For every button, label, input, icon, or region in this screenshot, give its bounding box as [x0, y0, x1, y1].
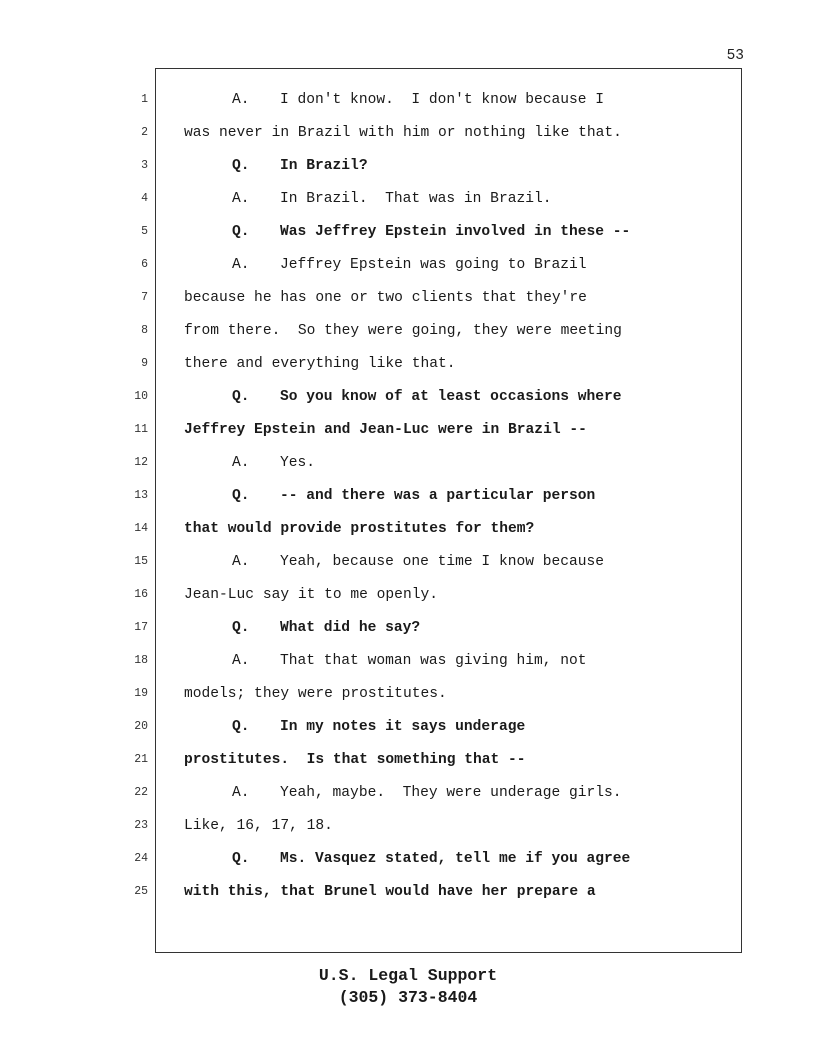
- transcript-line: [184, 618, 420, 638]
- transcript-line: [184, 387, 622, 407]
- transcript-line: [184, 90, 604, 110]
- transcript-line: [184, 882, 596, 902]
- line-number: 10: [134, 390, 148, 403]
- line-text: Was Jeffrey Epstein involved in these --: [280, 224, 631, 240]
- line-text: I don't know. I don't know because I: [280, 92, 605, 108]
- transcript-line: [184, 123, 622, 143]
- line-number: 24: [134, 852, 148, 865]
- transcript-line: [184, 189, 552, 209]
- speaker-label: Q.: [232, 620, 250, 636]
- transcript-line: [184, 849, 630, 869]
- line-text: So you know of at least occasions where: [280, 389, 622, 405]
- speaker-label: A.: [232, 785, 250, 801]
- line-text: What did he say?: [280, 620, 421, 636]
- line-text: In Brazil. That was in Brazil.: [280, 191, 552, 207]
- line-number: 2: [141, 126, 148, 139]
- line-text: with this, that Brunel would have her prepare a: [184, 884, 596, 900]
- line-text: prostitutes. Is that something that --: [184, 752, 526, 768]
- speaker-label: Q.: [232, 488, 250, 504]
- transcript-line: [184, 717, 525, 737]
- line-number: 12: [134, 456, 148, 469]
- line-number: 19: [134, 687, 148, 700]
- transcript-line: [184, 816, 333, 836]
- line-number: 1: [141, 93, 148, 106]
- line-number: 20: [134, 720, 148, 733]
- line-number: 21: [134, 753, 148, 766]
- line-text: That that woman was giving him, not: [280, 653, 587, 669]
- line-text: models; they were prostitutes.: [184, 686, 447, 702]
- line-text: Jeffrey Epstein was going to Brazil: [280, 257, 587, 273]
- transcript-line: [184, 651, 587, 671]
- line-text: was never in Brazil with him or nothing like that.: [184, 125, 622, 141]
- line-number: 8: [141, 324, 148, 337]
- speaker-label: A.: [232, 554, 250, 570]
- line-text: In Brazil?: [280, 158, 368, 174]
- transcript-line: [184, 420, 587, 440]
- line-text: Yeah, because one time I know because: [280, 554, 605, 570]
- line-number: 14: [134, 522, 148, 535]
- line-text: from there. So they were going, they were meeting: [184, 323, 622, 339]
- transcript-line: [184, 486, 595, 506]
- speaker-label: A.: [232, 191, 250, 207]
- transcript-line: [184, 684, 447, 704]
- line-number: 15: [134, 555, 148, 568]
- line-text: there and everything like that.: [184, 356, 456, 372]
- line-text: -- and there was a particular person: [280, 488, 596, 504]
- line-text: Yes.: [280, 455, 316, 471]
- transcript-line: [184, 783, 622, 803]
- line-number: 23: [134, 819, 148, 832]
- transcript-line: [184, 552, 604, 572]
- transcript-line: [184, 750, 526, 770]
- line-text: because he has one or two clients that they're: [184, 290, 587, 306]
- speaker-label: Q.: [232, 389, 250, 405]
- speaker-label: Q.: [232, 224, 250, 240]
- speaker-label: A.: [232, 653, 250, 669]
- line-number: 17: [134, 621, 148, 634]
- line-text: Ms. Vasquez stated, tell me if you agree: [280, 851, 631, 867]
- transcript-line: [184, 519, 534, 539]
- line-number: 6: [141, 258, 148, 271]
- transcript-line: [184, 321, 622, 341]
- speaker-label: A.: [232, 455, 250, 471]
- line-number: 3: [141, 159, 148, 172]
- line-text: Yeah, maybe. They were underage girls.: [280, 785, 622, 801]
- line-text: Like, 16, 17, 18.: [184, 818, 333, 834]
- line-number: 9: [141, 357, 148, 370]
- speaker-label: Q.: [232, 851, 250, 867]
- transcript-line: [184, 156, 368, 176]
- speaker-label: A.: [232, 92, 250, 108]
- line-text: In my notes it says underage: [280, 719, 526, 735]
- line-number: 5: [141, 225, 148, 238]
- line-number: 16: [134, 588, 148, 601]
- transcript-line: [184, 585, 438, 605]
- transcript-line: [184, 288, 587, 308]
- line-number: 13: [134, 489, 148, 502]
- footer-company: U.S. Legal Support: [318, 966, 498, 985]
- speaker-label: Q.: [232, 158, 250, 174]
- transcript-line: [184, 453, 315, 473]
- footer-phone: (305) 373-8404: [338, 988, 478, 1007]
- line-number: 22: [134, 786, 148, 799]
- line-number: 7: [141, 291, 148, 304]
- line-number: 11: [134, 423, 148, 436]
- transcript-line: [184, 255, 587, 275]
- transcript-line: [184, 222, 630, 242]
- line-number: 25: [134, 885, 148, 898]
- line-text: Jean-Luc say it to me openly.: [184, 587, 438, 603]
- speaker-label: A.: [232, 257, 250, 273]
- line-number: 18: [134, 654, 148, 667]
- line-text: Jeffrey Epstein and Jean-Luc were in Brazil --: [184, 422, 587, 438]
- line-text: that would provide prostitutes for them?: [184, 521, 535, 537]
- transcript-line: [184, 354, 456, 374]
- page-number: 53: [726, 48, 744, 64]
- speaker-label: Q.: [232, 719, 250, 735]
- line-number: 4: [141, 192, 148, 205]
